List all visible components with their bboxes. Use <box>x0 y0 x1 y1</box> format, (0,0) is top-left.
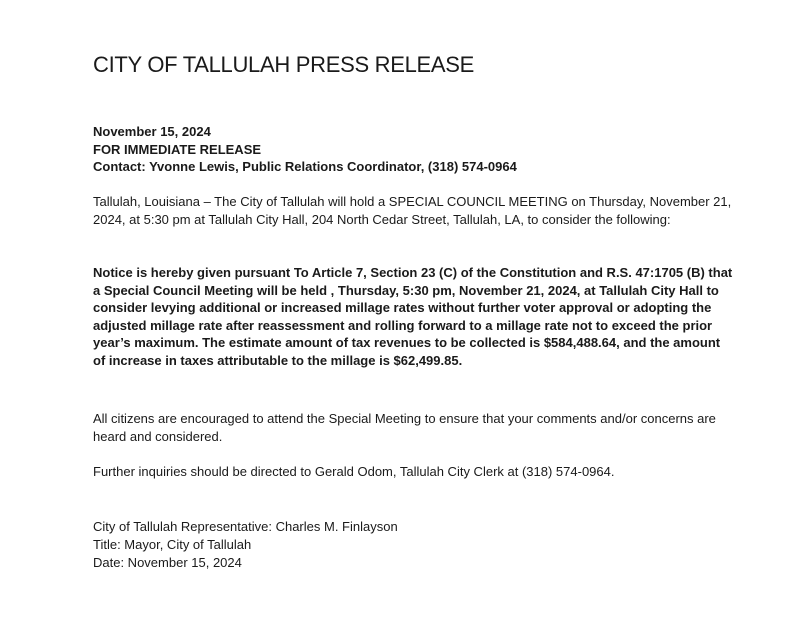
intro-paragraph: Tallulah, Louisiana – The City of Tallulah will hold a SPECIAL COUNCIL MEETING on Thursday, November 21, 2024, at 5:30 pm at Tallulah City Hall, 204 North Cedar Street, Tallulah, LA, to consider the following: <box>93 194 732 227</box>
contact-line: Contact: Yvonne Lewis, Public Relations Coordinator, (318) 574-0964 <box>93 159 517 174</box>
signature-block <box>93 518 398 572</box>
citizens-paragraph: All citizens are encouraged to attend the Special Meeting to ensure that your comments and/or concerns are heard and considered. <box>93 411 716 444</box>
signature-title: Title: Mayor, City of Tallulah <box>93 537 252 552</box>
document-title: CITY OF TALLULAH PRESS RELEASE <box>93 52 475 77</box>
release-type: FOR IMMEDIATE RELEASE <box>93 141 262 157</box>
inquiries-paragraph: Further inquiries should be directed to Gerald Odom, Tallulah City Clerk at (318) 574-0964. <box>93 464 615 479</box>
release-date: November 15, 2024 <box>93 124 211 139</box>
notice-paragraph: Notice is hereby given pursuant To Article 7, Section 23 (C) of the Constitution and R.S. 47:1705 (B) that a Special Council Meeting will be held , Thursday, 5:30 pm, November 21, 2024, at Tallulah City Hall to consider levying additional or increased millage rates without further voter approval or adopting the adjusted millage rate after reassessment and rolling forward to a millage rate not to exceed the prior year’s maximum. The estimate amount of tax revenues to be collected is $584,488.64, and the amount of increase in taxes attributable to the millage is $62,499.85. <box>93 265 733 368</box>
signature-date: Date: November 15, 2024 <box>93 555 242 570</box>
release-header <box>93 123 517 176</box>
signature-representative: City of Tallulah Representative: Charles M. Finlayson <box>93 519 398 534</box>
